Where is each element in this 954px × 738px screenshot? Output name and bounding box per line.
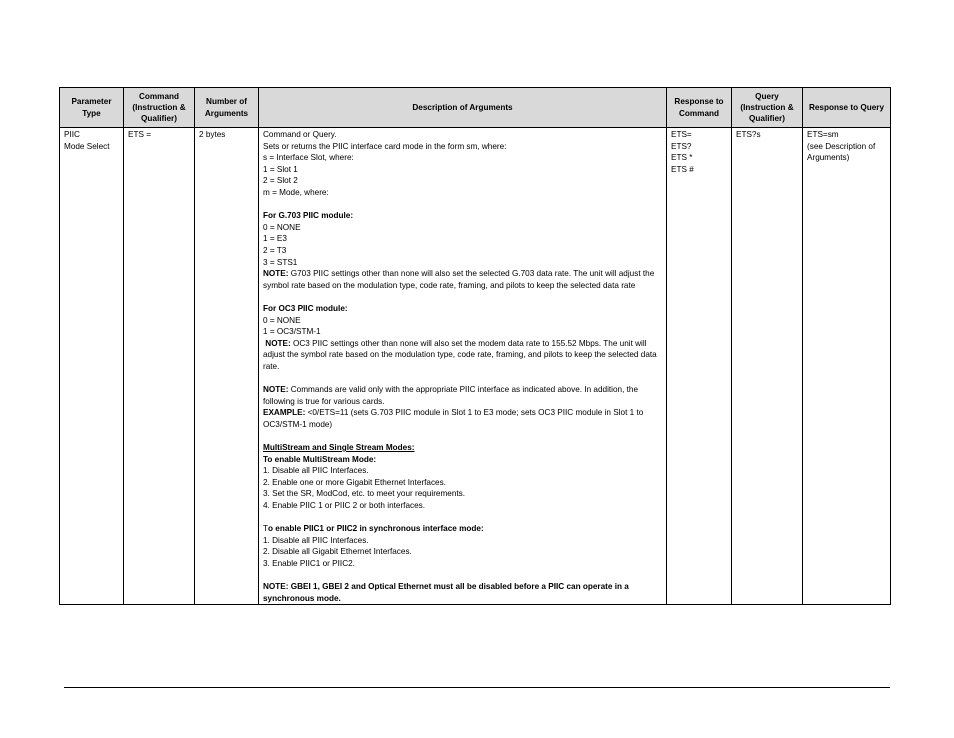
header-response-to-query: Response to Query xyxy=(803,88,891,128)
sync-step: 3. Enable PIIC1 or PIIC2. xyxy=(263,558,355,568)
general-note xyxy=(263,384,662,407)
example xyxy=(263,407,662,430)
response-line: ETS= xyxy=(671,130,692,139)
cell-description xyxy=(259,128,667,605)
command-table xyxy=(59,87,891,605)
oc3-heading: For OC3 PIIC module: xyxy=(263,303,348,313)
cell-response-to-command xyxy=(667,128,732,605)
sync-heading-prefix: T xyxy=(263,524,269,534)
g703-option: 0 = NONE xyxy=(263,222,301,232)
query-response-line: (see Description of Arguments) xyxy=(807,141,876,163)
g703-heading: For G.703 PIIC module: xyxy=(263,211,354,221)
multistream-step: 2. Enable one or more Gigabit Ethernet Interfaces. xyxy=(263,477,446,487)
note-text: OC3 PIIC settings other than none will also set the modem data rate to 155.52 Mbps. The unit will adjust the symbol rate based on the modulation type, code rate, framing, and pilots to keep the selected data rate. xyxy=(263,338,657,371)
oc3-note xyxy=(263,338,662,373)
multistream-step: 1. Disable all PIIC Interfaces. xyxy=(263,466,369,476)
table-row xyxy=(60,128,891,605)
response-line: ETS? xyxy=(671,141,692,151)
example-label: EXAMPLE: xyxy=(263,408,306,418)
response-line: ETS # xyxy=(671,164,694,174)
oc3-option: 1 = OC3/STM-1 xyxy=(263,327,321,337)
header-query: Query (Instruction & Qualifier) xyxy=(732,88,803,128)
header-description: Description of Arguments xyxy=(259,88,667,128)
multistream-step: 3. Set the SR, ModCod, etc. to meet your requirements. xyxy=(263,489,466,499)
g703-option: 2 = T3 xyxy=(263,245,287,255)
cell-parameter-type xyxy=(60,128,124,605)
parameter-type-line: Mode Select xyxy=(64,141,110,151)
parameter-type-line: PIIC xyxy=(64,130,80,139)
g703-note xyxy=(263,268,662,291)
final-note: NOTE: GBEI 1, GBEI 2 and Optical Ethernet must all be disabled before a PIIC can operate in a synchronous mode. xyxy=(263,582,629,603)
cell-query: ETS?s xyxy=(732,128,803,605)
oc3-option: 0 = NONE xyxy=(263,315,301,325)
example-text: <0/ETS=11 (sets G.703 PIIC module in Slot 1 to E3 mode; sets OC3 PIIC module in Slot 1 to OC3/STM-1 mode) xyxy=(263,408,644,429)
response-line: ETS * xyxy=(671,153,693,163)
desc-line: Command or Query. xyxy=(263,130,337,139)
note-text: G703 PIIC settings other than none will also set the selected G.703 data rate. The unit will adjust the symbol rate based on the modulation type, code rate, framing, and pilots to keep the selected data rate xyxy=(263,269,655,290)
query-response-line: ETS=sm xyxy=(807,130,839,139)
note-text: Commands are valid only with the appropriate PIIC interface as indicated above. In addition, the following is true for various cards. xyxy=(263,385,639,406)
note-label: NOTE: xyxy=(263,269,289,279)
desc-line: 2 = Slot 2 xyxy=(263,176,298,186)
header-number-of-arguments: Number of Arguments xyxy=(195,88,259,128)
sync-heading xyxy=(263,523,662,535)
desc-line: Sets or returns the PIIC interface card mode in the form sm, where: xyxy=(263,141,507,151)
g703-option: 1 = E3 xyxy=(263,234,287,244)
note-label: NOTE: xyxy=(263,338,291,348)
multistream-step: 4. Enable PIIC 1 or PIIC 2 or both interfaces. xyxy=(263,501,426,510)
footer-rule xyxy=(64,687,890,688)
sync-heading-text: o enable PIIC1 or PIIC2 in synchronous interface mode: xyxy=(268,524,484,534)
sync-step: 2. Disable all Gigabit Ethernet Interfaces. xyxy=(263,547,412,557)
desc-line: 1 = Slot 1 xyxy=(263,164,298,174)
cell-command: ETS = xyxy=(124,128,195,605)
desc-line: s = Interface Slot, where: xyxy=(263,153,354,163)
modes-heading: MultiStream and Single Stream Modes: xyxy=(263,443,415,453)
header-parameter-type: Parameter Type xyxy=(60,88,124,128)
header-response-to-command: Response to Command xyxy=(667,88,732,128)
table-header-row xyxy=(60,88,891,128)
sync-step: 1. Disable all PIIC Interfaces. xyxy=(263,535,369,545)
cell-response-to-query xyxy=(803,128,891,605)
note-label: NOTE: xyxy=(263,385,289,395)
g703-option: 3 = STS1 xyxy=(263,257,298,267)
desc-line: m = Mode, where: xyxy=(263,187,329,197)
cell-num-args: 2 bytes xyxy=(195,128,259,605)
multistream-heading: To enable MultiStream Mode: xyxy=(263,454,377,464)
header-command: Command (Instruction & Qualifier) xyxy=(124,88,195,128)
